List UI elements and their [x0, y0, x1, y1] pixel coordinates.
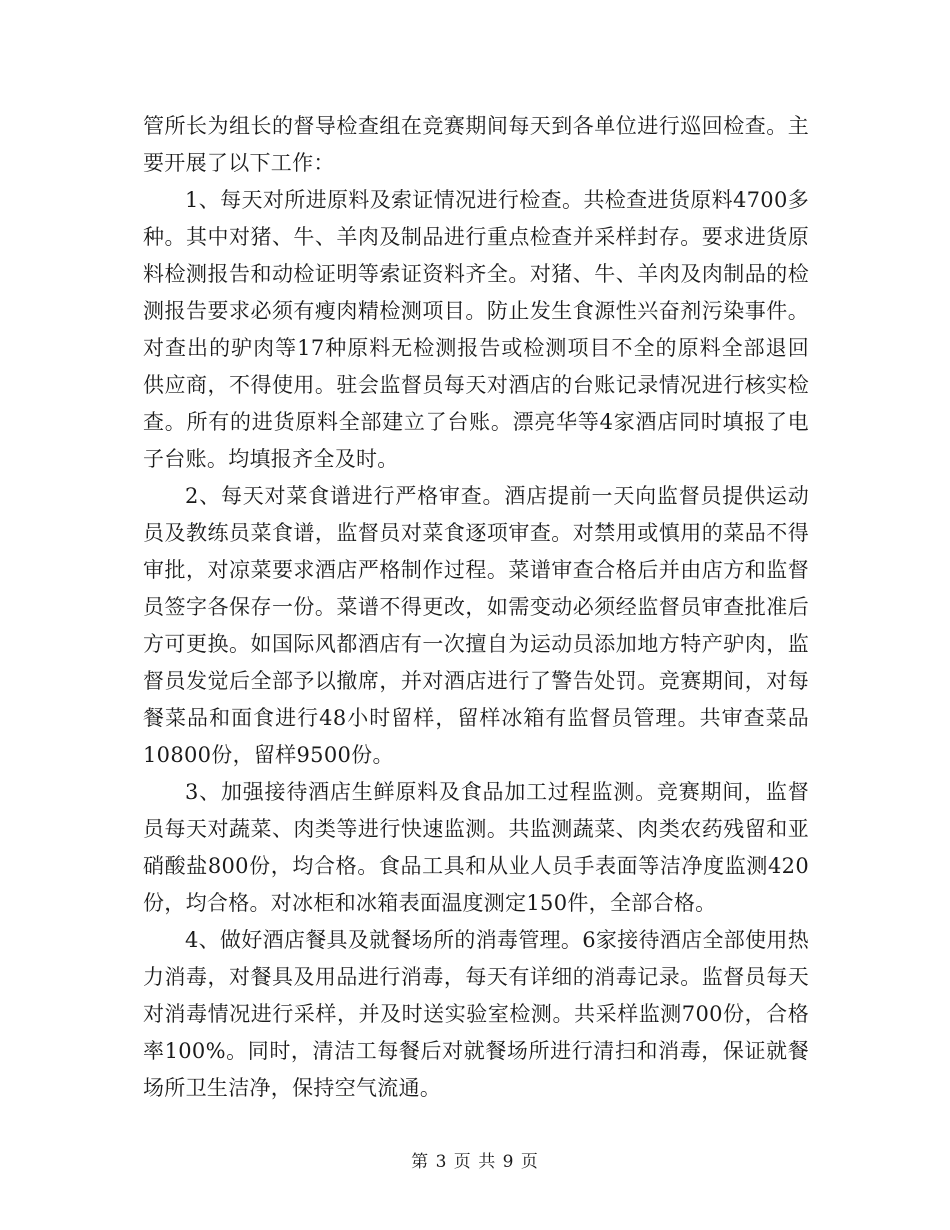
page-number-footer: 第 3 页 共 9 页 [411, 1152, 539, 1172]
paragraph-item-1: 1、每天对所进原料及索证情况进行检查。共检查进货原料4700多种。其中对猪、牛、羊肉及制品进行重点检查并采样封存。要求进货原料检测报告和动检证明等索证资料齐全。对猪、牛、羊肉及肉制品的检测报告要求必须有瘦肉精检测项目。防止发生食源性兴奋剂污染事件。对查出的驴肉等17种原料无检测报告或检测项目不全的原料全部退回供应商，不得使用。驻会监督员每天对酒店的台账记录情况进行核实检查。所有的进货原料全部建立了台账。漂亮华等4家酒店同时填报了电子台账。均填报齐全及时。 [143, 188, 809, 471]
paragraph-item-3: 3、加强接待酒店生鲜原料及食品加工过程监测。竞赛期间，监督员每天对蔬菜、肉类等进行快速监测。共监测蔬菜、肉类农药残留和亚硝酸盐800份，均合格。食品工具和从业人员手表面等洁净度监测420份，均合格。对冰柜和冰箱表面温度测定150件，全部合格。 [143, 780, 809, 915]
paragraph-item-4: 4、做好酒店餐具及就餐场所的消毒管理。6家接待酒店全部使用热力消毒，对餐具及用品进行消毒，每天有详细的消毒记录。监督员每天对消毒情况进行采样，并及时送实验室检测。共采样监测700份，合格率100%。同时，清洁工每餐后对就餐场所进行清扫和消毒，保证就餐场所卫生洁净，保持空气流通。 [143, 928, 809, 1100]
paragraph-item-2: 2、每天对菜食谱进行严格审查。酒店提前一天向监督员提供运动员及教练员菜食谱，监督员对菜食逐项审查。对禁用或慎用的菜品不得审批，对凉菜要求酒店严格制作过程。菜谱审查合格后并由店方和监督员签字各保存一份。菜谱不得更改，如需变动必须经监督员审查批准后方可更换。如国际风都酒店有一次擅自为运动员添加地方特产驴肉，监督员发觉后全部予以撤席，并对酒店进行了警告处罚。竞赛期间，对每餐菜品和面食进行48小时留样，留样冰箱有监督员管理。共审查菜品10800份，留样9500份。 [143, 484, 809, 767]
document-body [143, 108, 809, 1107]
paragraph-intro: 管所长为组长的督导检查组在竞赛期间每天到各单位进行巡回检查。主要开展了以下工作： [143, 114, 809, 175]
